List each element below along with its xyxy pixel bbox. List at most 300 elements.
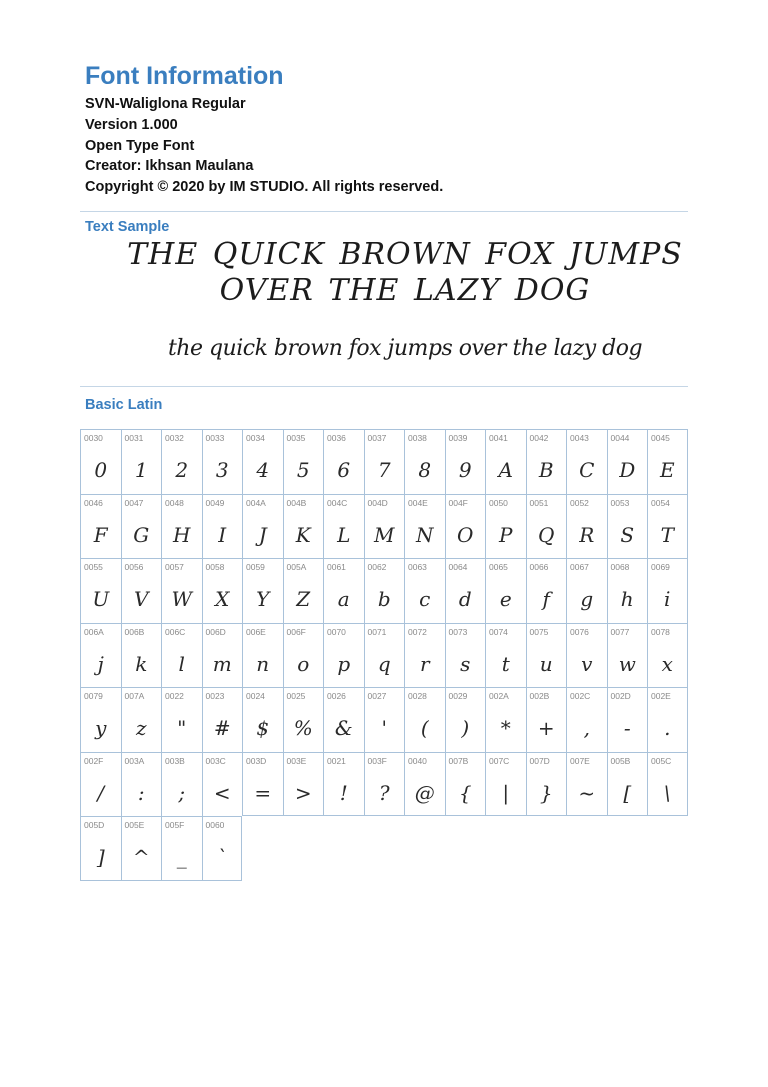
glyph-character: M xyxy=(374,522,395,547)
glyph-codepoint: 005C xyxy=(651,755,672,766)
glyph-codepoint: 0064 xyxy=(448,562,468,572)
glyph-cell xyxy=(445,623,486,688)
glyph-character: & xyxy=(334,716,353,740)
glyph-character: 1 xyxy=(134,458,148,482)
glyph-character: ) xyxy=(461,716,470,740)
glyph-character: # xyxy=(213,716,231,740)
glyph-character: s xyxy=(460,651,471,676)
glyph-codepoint: 003D xyxy=(246,755,267,766)
glyph-cell xyxy=(404,429,445,494)
glyph-character: l xyxy=(178,651,185,676)
glyph-row xyxy=(80,623,688,688)
glyph-cell xyxy=(283,623,324,688)
glyph-character: | xyxy=(502,780,510,805)
glyph-character: Y xyxy=(256,587,270,611)
glyph-codepoint: 0069 xyxy=(651,562,670,572)
sample-uppercase: THE QUICK BROWN FOX JUMPS OVER THE LAZY DOG xyxy=(127,237,683,308)
glyph-character: B xyxy=(538,458,554,482)
glyph-character: 8 xyxy=(418,458,432,482)
glyph-codepoint: 003F xyxy=(367,755,387,766)
glyph-codepoint: 0059 xyxy=(246,562,265,572)
glyph-character: 5 xyxy=(296,458,310,482)
glyph-cell xyxy=(647,687,688,752)
glyph-codepoint: 0060 xyxy=(205,820,225,830)
glyph-character: V xyxy=(134,587,149,611)
glyph-character: P xyxy=(499,522,513,547)
glyph-cell xyxy=(242,558,283,623)
glyph-codepoint: 0028 xyxy=(408,691,427,701)
glyph-cell xyxy=(647,558,688,623)
glyph-character: 4 xyxy=(256,458,270,482)
glyph-codepoint: 002F xyxy=(84,755,104,766)
glyph-character: \ xyxy=(663,780,671,805)
glyph-cell xyxy=(607,623,648,688)
glyph-codepoint: 0056 xyxy=(124,562,144,572)
glyph-codepoint: 0049 xyxy=(205,497,225,508)
glyph-codepoint: 004A xyxy=(246,497,266,508)
glyph-cell xyxy=(323,752,364,817)
glyph-cell xyxy=(242,623,283,688)
divider xyxy=(80,211,688,212)
glyph-codepoint: 0066 xyxy=(529,562,549,572)
glyph-cell xyxy=(323,494,364,559)
glyph-cell xyxy=(121,558,162,623)
font-name: SVN-Waliglona Regular xyxy=(85,96,246,112)
glyph-cell xyxy=(566,687,607,752)
glyph-codepoint: 0079 xyxy=(84,691,103,701)
glyph-cell xyxy=(607,429,648,494)
glyph-character: E xyxy=(659,458,675,482)
glyph-cell xyxy=(364,494,405,559)
glyph-cell xyxy=(485,623,526,688)
glyph-codepoint: 0068 xyxy=(610,562,630,572)
glyph-codepoint: 0040 xyxy=(408,755,427,766)
glyph-codepoint: 0057 xyxy=(165,562,184,572)
glyph-codepoint: 004B xyxy=(286,497,307,508)
glyph-cell xyxy=(526,752,567,817)
font-version: Version 1.000 xyxy=(85,116,178,133)
glyph-codepoint: 003B xyxy=(165,755,185,766)
glyph-character: { xyxy=(458,780,472,805)
glyph-codepoint: 0042 xyxy=(529,433,549,443)
glyph-character: f xyxy=(542,587,550,611)
glyph-character: ! xyxy=(339,780,348,805)
glyph-codepoint: 007E xyxy=(570,755,590,766)
glyph-character: e xyxy=(499,587,512,611)
glyph-cell xyxy=(202,429,243,494)
glyph-codepoint: 005B xyxy=(610,755,631,766)
glyph-cell xyxy=(566,558,607,623)
glyph-codepoint: 0052 xyxy=(570,497,589,508)
glyph-cell xyxy=(607,687,648,752)
glyph-cell xyxy=(404,752,445,817)
glyph-codepoint: 0044 xyxy=(610,433,630,443)
glyph-character: , xyxy=(583,716,590,740)
glyph-codepoint: 0039 xyxy=(448,433,468,443)
glyph-character: + xyxy=(537,716,555,740)
glyph-character: u xyxy=(539,651,553,676)
glyph-cell xyxy=(323,623,364,688)
glyph-character: y xyxy=(95,716,107,740)
glyph-character: z xyxy=(135,716,147,740)
glyph-codepoint: 0031 xyxy=(124,433,144,443)
glyph-character: p xyxy=(337,651,351,676)
glyph-character: 7 xyxy=(377,458,391,482)
glyph-character: O xyxy=(457,522,474,547)
glyph-cell xyxy=(647,429,688,494)
glyph-character: . xyxy=(664,716,671,740)
glyph-cell xyxy=(161,752,202,817)
glyph-codepoint: 0051 xyxy=(529,497,549,508)
glyph-cell xyxy=(566,429,607,494)
glyph-codepoint: 002C xyxy=(570,691,591,701)
glyph-codepoint: 003C xyxy=(205,755,226,766)
glyph-cell xyxy=(404,494,445,559)
glyph-cell xyxy=(485,429,526,494)
glyph-codepoint: 0075 xyxy=(529,626,549,637)
sample-lowercase: the quick brown fox jumps over the lazy dog xyxy=(167,336,643,361)
glyph-cell xyxy=(202,687,243,752)
glyph-codepoint: 0023 xyxy=(205,691,225,701)
glyph-cell xyxy=(161,623,202,688)
glyph-character: m xyxy=(212,651,232,676)
glyph-codepoint: 003E xyxy=(286,755,307,766)
glyph-codepoint: 0058 xyxy=(205,562,225,572)
glyph-cell xyxy=(121,494,162,559)
glyph-codepoint: 0034 xyxy=(246,433,265,443)
glyph-cell xyxy=(242,429,283,494)
glyph-codepoint: 0043 xyxy=(570,433,589,443)
glyph-cell xyxy=(607,558,648,623)
glyph-codepoint: 0055 xyxy=(84,562,103,572)
glyph-cell xyxy=(121,429,162,494)
glyph-codepoint: 0026 xyxy=(327,691,346,701)
glyph-codepoint: 007D xyxy=(529,755,550,766)
glyph-character: [ xyxy=(623,780,632,805)
glyph-character: ~ xyxy=(578,780,596,805)
glyph-cell xyxy=(485,687,526,752)
glyph-codepoint: 007A xyxy=(124,691,145,701)
glyph-cell xyxy=(607,752,648,817)
glyph-character: T xyxy=(660,522,674,547)
glyph-codepoint: 007B xyxy=(448,755,469,766)
glyph-row xyxy=(80,429,688,494)
glyph-codepoint: 006D xyxy=(205,626,226,637)
glyph-character: I xyxy=(218,522,227,547)
glyph-cell xyxy=(607,494,648,559)
glyph-character: a xyxy=(337,587,350,611)
glyph-character: k xyxy=(135,651,148,676)
glyph-character: N xyxy=(416,522,434,547)
glyph-character: _ xyxy=(176,845,187,869)
glyph-character: q xyxy=(377,651,391,676)
glyph-codepoint: 0065 xyxy=(489,562,508,572)
glyph-codepoint: 002E xyxy=(651,691,671,701)
glyph-codepoint: 0030 xyxy=(84,433,103,443)
glyph-codepoint: 0071 xyxy=(367,626,387,637)
glyph-character: " xyxy=(177,716,187,740)
glyph-character: $ xyxy=(256,716,270,740)
glyph-character: ; xyxy=(178,780,186,805)
page-title: Font Information xyxy=(85,62,284,90)
glyph-cell xyxy=(202,752,243,817)
glyph-cell xyxy=(242,687,283,752)
glyph-character: ( xyxy=(420,716,429,740)
glyph-cell xyxy=(647,494,688,559)
glyph-codepoint: 0021 xyxy=(327,755,346,766)
glyph-character: U xyxy=(92,587,110,611)
glyph-character: n xyxy=(256,651,270,676)
glyph-cell xyxy=(364,429,405,494)
glyph-character: / xyxy=(97,780,105,805)
glyph-codepoint: 0024 xyxy=(246,691,265,701)
glyph-cell xyxy=(161,558,202,623)
glyph-cell xyxy=(364,687,405,752)
glyph-cell xyxy=(485,752,526,817)
glyph-character: R xyxy=(579,522,595,547)
glyph-cell xyxy=(485,494,526,559)
glyph-cell xyxy=(121,816,162,881)
glyph-codepoint: 0050 xyxy=(489,497,508,508)
glyph-codepoint: 006E xyxy=(246,626,266,637)
glyph-cell xyxy=(364,623,405,688)
glyph-codepoint: 0027 xyxy=(367,691,387,701)
glyph-cell xyxy=(202,623,243,688)
glyph-codepoint: 0067 xyxy=(570,562,589,572)
glyph-character: 0 xyxy=(94,458,108,482)
glyph-row xyxy=(80,816,688,881)
glyph-character: F xyxy=(93,522,108,547)
glyph-cell xyxy=(80,429,121,494)
glyph-cell xyxy=(445,687,486,752)
glyph-codepoint: 0037 xyxy=(367,433,387,443)
glyph-codepoint: 0078 xyxy=(651,626,670,637)
glyph-character: A xyxy=(498,458,513,482)
glyph-character: * xyxy=(500,716,511,740)
glyph-row xyxy=(80,752,688,817)
glyph-cell xyxy=(161,816,202,881)
glyph-codepoint: 0053 xyxy=(610,497,630,508)
text-sample-heading: Text Sample xyxy=(85,219,170,235)
glyph-cell xyxy=(283,429,324,494)
glyph-codepoint: 0025 xyxy=(286,691,306,701)
glyph-cell xyxy=(526,687,567,752)
glyph-character: c xyxy=(419,587,431,611)
glyph-character: b xyxy=(377,587,391,611)
glyph-cell xyxy=(485,558,526,623)
glyph-character: % xyxy=(293,716,313,740)
glyph-character: @ xyxy=(414,780,435,805)
glyph-character: = xyxy=(254,780,272,805)
glyph-codepoint: 003A xyxy=(124,755,145,766)
glyph-cell xyxy=(445,429,486,494)
glyph-codepoint: 0022 xyxy=(165,691,184,701)
glyph-character: ? xyxy=(378,780,390,805)
glyph-row xyxy=(80,687,688,752)
glyph-character: < xyxy=(213,780,231,805)
glyph-cell xyxy=(202,816,243,881)
glyph-grid xyxy=(80,429,688,881)
divider xyxy=(80,386,688,387)
glyph-codepoint: 002A xyxy=(489,691,509,701)
glyph-cell xyxy=(566,752,607,817)
glyph-cell xyxy=(283,687,324,752)
glyph-codepoint: 0036 xyxy=(327,433,346,443)
glyph-cell xyxy=(445,494,486,559)
glyph-codepoint: 0063 xyxy=(408,562,427,572)
glyph-cell xyxy=(404,558,445,623)
glyph-codepoint: 0045 xyxy=(651,433,670,443)
glyph-codepoint: 005D xyxy=(84,820,105,830)
glyph-character: i xyxy=(664,587,671,611)
glyph-cell xyxy=(161,494,202,559)
glyph-cell xyxy=(283,752,324,817)
font-copyright: Copyright © 2020 by IM STUDIO. All rights reserved. xyxy=(85,179,444,196)
glyph-cell xyxy=(364,558,405,623)
glyph-cell xyxy=(121,623,162,688)
glyph-character: W xyxy=(171,587,193,611)
glyph-character: - xyxy=(623,716,631,740)
glyph-codepoint: 005E xyxy=(124,820,145,830)
glyph-cell xyxy=(80,816,121,881)
glyph-cell xyxy=(202,494,243,559)
glyph-cell xyxy=(566,623,607,688)
glyph-codepoint: 0035 xyxy=(286,433,306,443)
glyph-cell xyxy=(445,752,486,817)
glyph-cell xyxy=(80,752,121,817)
glyph-row xyxy=(80,494,688,559)
glyph-character: Q xyxy=(538,522,555,547)
glyph-codepoint: 0062 xyxy=(367,562,387,572)
glyph-character: 2 xyxy=(175,458,189,482)
glyph-codepoint: 006C xyxy=(165,626,186,637)
glyph-codepoint: 0033 xyxy=(205,433,225,443)
glyph-cell xyxy=(323,429,364,494)
glyph-cell xyxy=(445,558,486,623)
glyph-codepoint: 0047 xyxy=(124,497,144,508)
glyph-character: S xyxy=(620,522,635,547)
font-type: Open Type Font xyxy=(85,137,195,154)
glyph-codepoint: 0048 xyxy=(165,497,184,508)
glyph-cell xyxy=(80,494,121,559)
glyph-codepoint: 0073 xyxy=(448,626,468,637)
glyph-character: H xyxy=(173,522,191,547)
glyph-character: 6 xyxy=(337,458,351,482)
glyph-cell xyxy=(242,494,283,559)
glyph-codepoint: 0046 xyxy=(84,497,103,508)
glyph-codepoint: 004F xyxy=(448,497,468,508)
glyph-cell xyxy=(202,558,243,623)
glyph-character: h xyxy=(620,587,634,611)
glyph-codepoint: 0054 xyxy=(651,497,670,508)
glyph-codepoint: 0072 xyxy=(408,626,427,637)
glyph-character: 9 xyxy=(458,458,472,482)
glyph-character: D xyxy=(619,458,636,482)
glyph-cell xyxy=(323,687,364,752)
glyph-cell xyxy=(526,558,567,623)
glyph-codepoint: 002D xyxy=(610,691,631,701)
glyph-codepoint: 0076 xyxy=(570,626,589,637)
glyph-character: L xyxy=(337,522,351,547)
glyph-codepoint: 006B xyxy=(124,626,145,637)
glyph-cell xyxy=(121,752,162,817)
font-info-block xyxy=(85,94,443,198)
glyph-codepoint: 004D xyxy=(367,497,388,508)
glyph-cell xyxy=(364,752,405,817)
glyph-cell xyxy=(80,623,121,688)
glyph-character: t xyxy=(501,651,510,676)
glyph-codepoint: 006A xyxy=(84,626,104,637)
glyph-character: ^ xyxy=(132,845,150,869)
glyph-cell xyxy=(283,494,324,559)
glyph-codepoint: 004E xyxy=(408,497,428,508)
glyph-cell xyxy=(80,687,121,752)
glyph-cell xyxy=(526,494,567,559)
glyph-cell xyxy=(80,558,121,623)
glyph-character: > xyxy=(294,780,312,805)
glyph-codepoint: 0061 xyxy=(327,562,346,572)
glyph-character: w xyxy=(618,651,636,676)
glyph-codepoint: 002B xyxy=(529,691,550,701)
glyph-character: ` xyxy=(216,845,227,869)
glyph-cell xyxy=(526,623,567,688)
glyph-codepoint: 0029 xyxy=(448,691,468,701)
glyph-codepoint: 0032 xyxy=(165,433,184,443)
glyph-codepoint: 004C xyxy=(327,497,348,508)
glyph-cell xyxy=(323,558,364,623)
glyph-character: ' xyxy=(381,716,387,740)
glyph-cell xyxy=(242,752,283,817)
glyph-character: j xyxy=(97,651,104,676)
glyph-codepoint: 0038 xyxy=(408,433,427,443)
glyph-character: X xyxy=(215,587,230,611)
glyph-codepoint: 005F xyxy=(165,820,185,830)
glyph-character: 3 xyxy=(215,458,229,482)
glyph-cell xyxy=(566,494,607,559)
glyph-cell xyxy=(526,429,567,494)
glyph-codepoint: 0041 xyxy=(489,433,508,443)
glyph-codepoint: 0077 xyxy=(610,626,630,637)
glyph-character: Z xyxy=(296,587,311,611)
glyph-cell xyxy=(161,687,202,752)
glyph-cell xyxy=(647,623,688,688)
glyph-codepoint: 0070 xyxy=(327,626,346,637)
glyph-character: r xyxy=(419,651,430,676)
glyph-character: J xyxy=(258,522,267,547)
glyph-row xyxy=(80,558,688,623)
glyph-codepoint: 007C xyxy=(489,755,510,766)
glyph-character: } xyxy=(539,780,553,805)
glyph-cell xyxy=(404,623,445,688)
glyph-character: x xyxy=(661,651,673,676)
glyph-character: K xyxy=(295,522,311,547)
glyph-character: C xyxy=(579,458,595,482)
glyph-character: v xyxy=(581,651,593,676)
glyph-character: G xyxy=(133,522,150,547)
basic-latin-heading: Basic Latin xyxy=(85,397,163,413)
glyph-codepoint: 006F xyxy=(286,626,306,637)
glyph-character: d xyxy=(458,587,472,611)
glyph-character: o xyxy=(297,651,310,676)
glyph-cell xyxy=(161,429,202,494)
glyph-cell xyxy=(283,558,324,623)
glyph-character: g xyxy=(580,587,594,611)
glyph-cell xyxy=(647,752,688,817)
glyph-cell xyxy=(121,687,162,752)
glyph-cell xyxy=(404,687,445,752)
glyph-character: : xyxy=(137,780,145,805)
glyph-character: ] xyxy=(96,845,105,869)
